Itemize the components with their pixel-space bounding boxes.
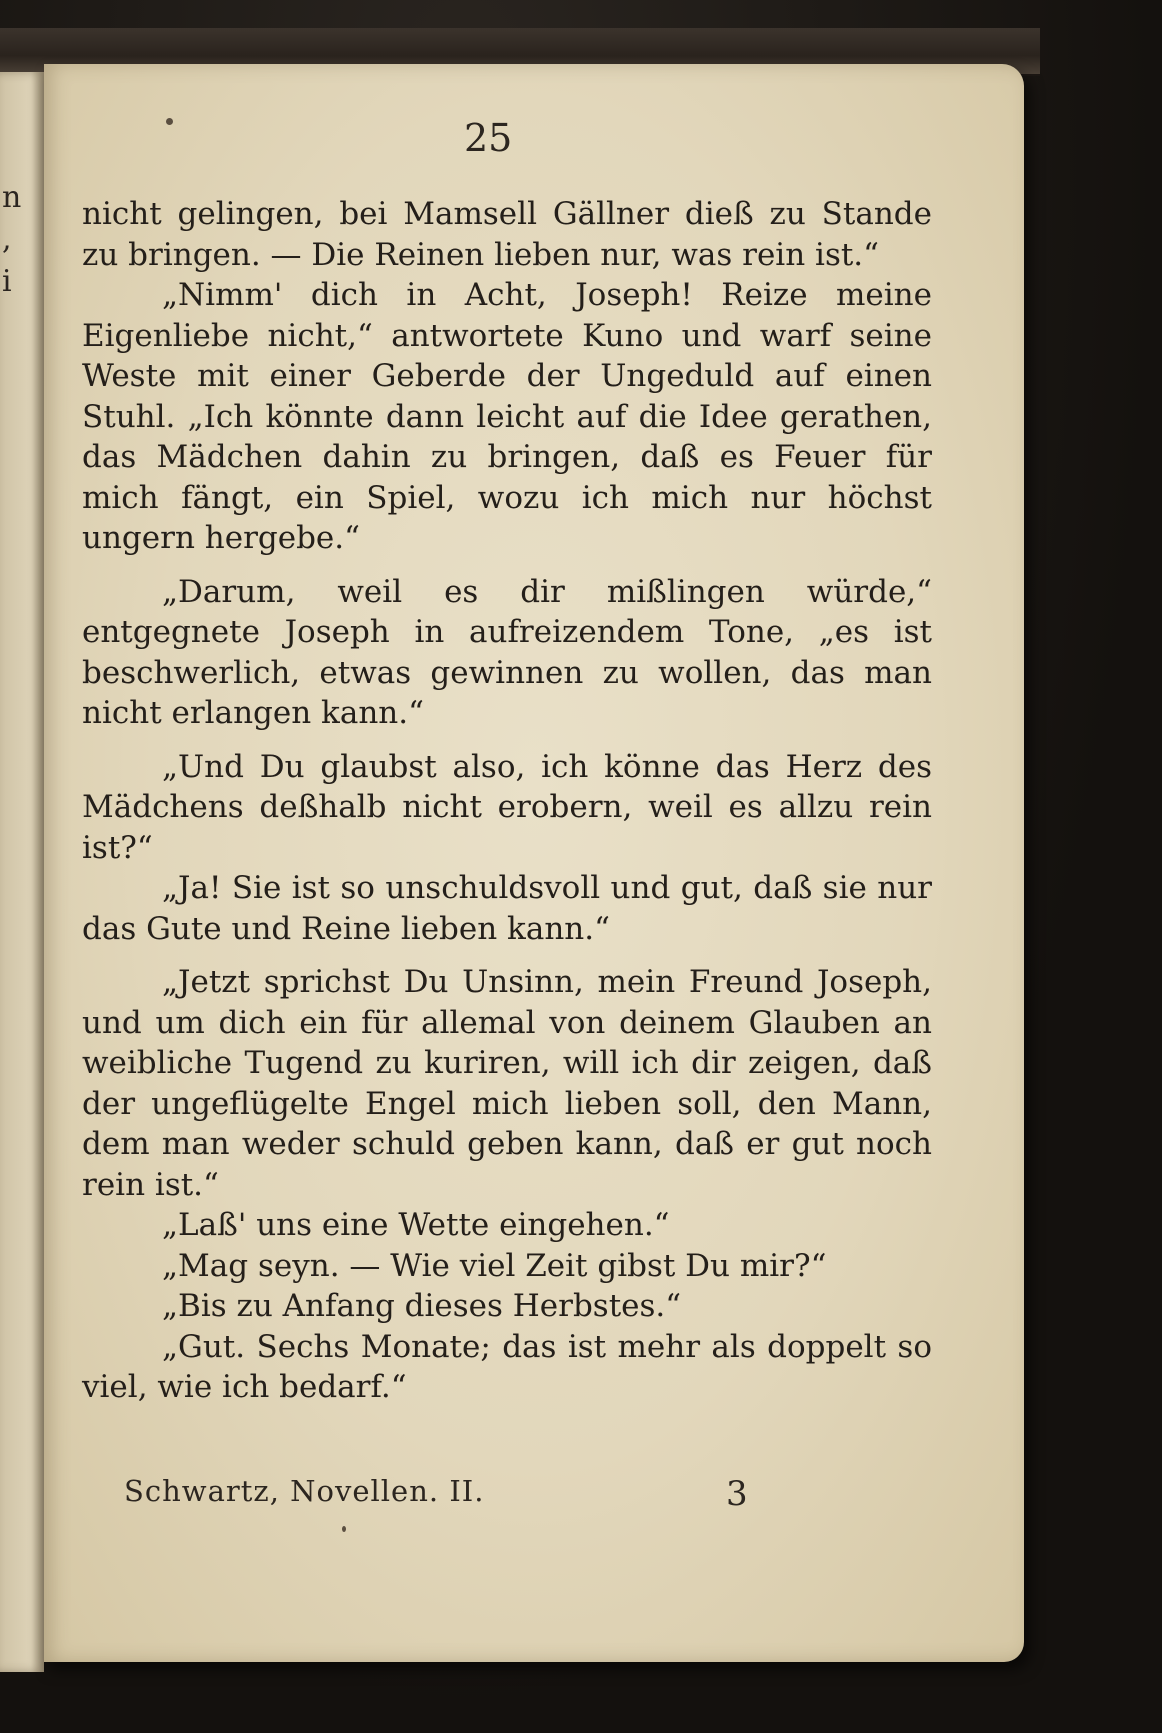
- left-page-edge: [0, 72, 44, 1672]
- paragraph: „Gut. Sechs Monate; das ist mehr als doppelt so viel, wie ich bedarf.“: [82, 1328, 932, 1405]
- paragraph: „Nimm' dich in Acht, Joseph! Reize meine Eigenliebe nicht,“ antwortete Kuno und warf seine Weste mit einer Geberde der Ungeduld auf einen Stuhl. „Ich könnte dann leicht auf die Idee gerathen, das Mädchen dahin zu bringen, daß es Feuer für mich fängt, ein Spiel, wozu ich mich nur höchst ungern hergebe.“: [82, 277, 932, 556]
- left-page-fragment: n: [2, 180, 22, 215]
- paragraph: „Mag seyn. — Wie viel Zeit gibst Du mir?“: [162, 1247, 827, 1284]
- paragraph: nicht gelingen, bei Mamsell Gällner dieß zu Stande zu bringen. — Die Reinen lieben nur, was rein ist.“: [82, 196, 932, 273]
- paper-speck: [342, 1526, 346, 1532]
- paragraph: „Laß' uns eine Wette eingehen.“: [162, 1207, 670, 1243]
- paragraph: „Und Du glaubst also, ich könne das Herz des Mädchens deßhalb nicht erobern, weil es allzu rein ist?“: [82, 748, 932, 866]
- sheet-mark: 3: [726, 1474, 748, 1514]
- left-page-fragment: ,: [2, 222, 12, 257]
- left-page-fragment: i: [2, 264, 12, 299]
- page-number: 25: [464, 116, 513, 160]
- paper-speck: [166, 118, 173, 125]
- paragraph: „Bis zu Anfang dieses Herbstes.“: [162, 1288, 682, 1324]
- page-text: [82, 194, 932, 1408]
- paragraph: „Darum, weil es dir mißlingen würde,“ entgegnete Joseph in aufreizendem Tone, „es ist beschwerlich, etwas gewinnen zu wollen, das man nicht erlangen kann.“: [82, 573, 932, 731]
- paragraph: „Ja! Sie ist so unschuldsvoll und gut, daß sie nur das Gute und Reine lieben kann.“: [82, 870, 932, 947]
- printer-signature: Schwartz, Novellen. II.: [124, 1474, 485, 1508]
- paragraph: „Jetzt sprichst Du Unsinn, mein Freund Joseph, und um dich ein für allemal von deinem Glauben an weibliche Tugend zu kuriren, will ich dir zeigen, daß der ungeflügelte Engel mich lieben soll, den Mann, dem man weder schuld geben kann, daß er gut noch rein ist.“: [82, 964, 932, 1203]
- book-page: [44, 64, 1024, 1662]
